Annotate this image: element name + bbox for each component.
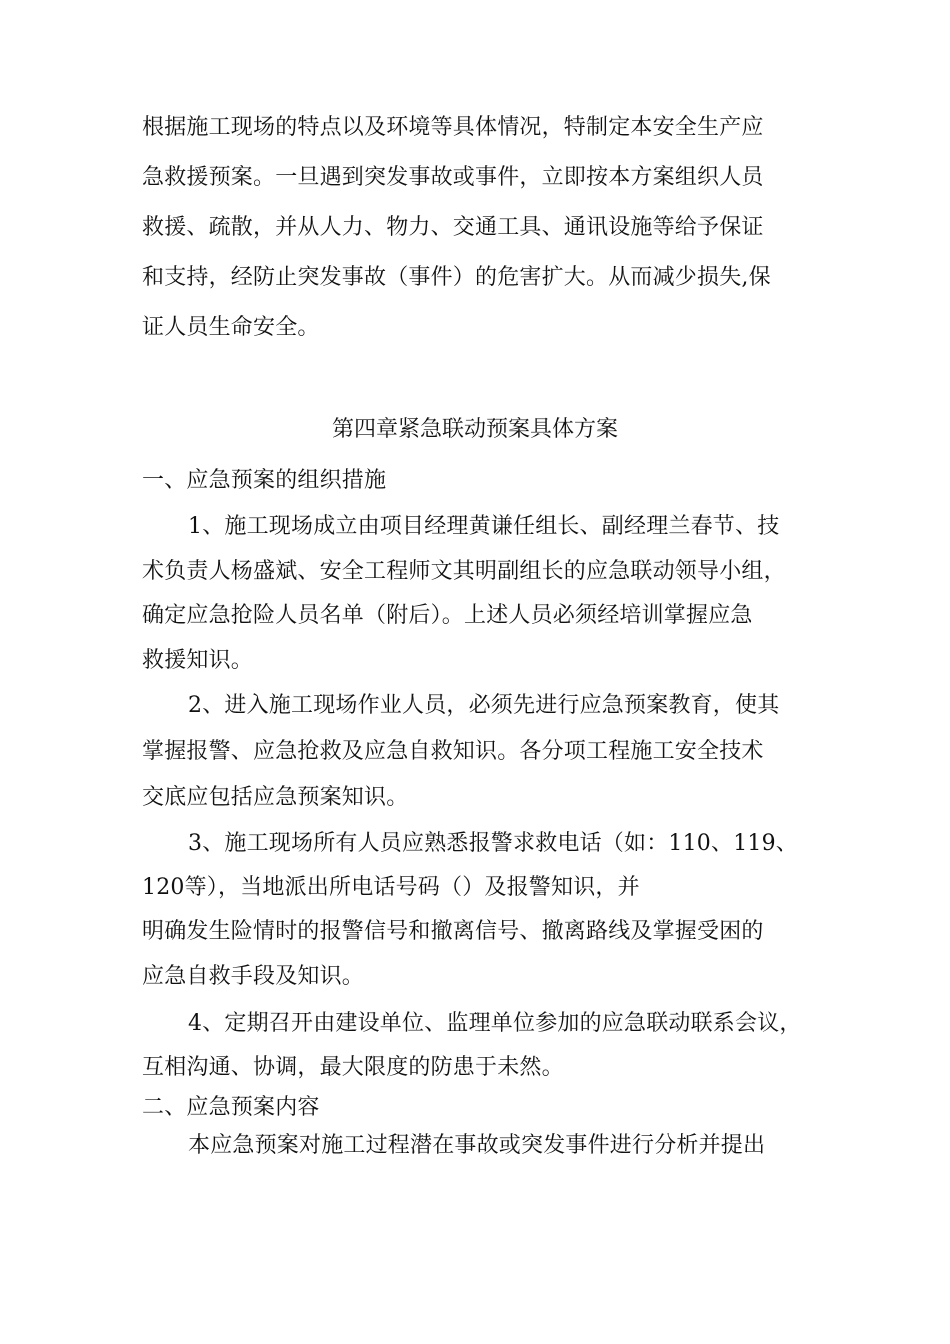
text-line: 术负责人杨盛斌、安全工程师文其明副组长的应急联动领导小组， [142, 559, 786, 584]
text-line: 根据施工现场的特点以及环境等具体情况，特制定本安全生产应 [142, 115, 764, 140]
text-line: 3、施工现场所有人员应熟悉报警求救电话（如：110、119、 [188, 831, 798, 856]
text-line: 2、进入施工现场作业人员，必须先进行应急预案教育，使其 [188, 693, 780, 718]
text-line: 掌握报警、应急抢救及应急自救知识。各分项工程施工安全技术 [142, 739, 764, 764]
text-line: 4、定期召开由建设单位、监理单位参加的应急联动联系会议， [188, 1011, 802, 1036]
text-line: 交底应包括应急预案知识。 [142, 785, 409, 810]
text-line: 确定应急抢险人员名单（附后）。上述人员必须经培训掌握应急 [142, 603, 753, 628]
text-line: 救援知识。 [142, 648, 254, 673]
text-line: 和支持，经防止突发事故（事件）的危害扩大。从而减少损失,保 [142, 265, 771, 290]
text-line: 救援、疏散，并从人力、物力、交通工具、通讯设施等给予保证 [142, 215, 764, 240]
text-line: 互相沟通、协调，最大限度的防患于未然。 [142, 1055, 564, 1080]
chapter-title: 第四章紧急联动预案具体方案 [331, 417, 618, 442]
section-heading: 一、应急预案的组织措施 [142, 468, 387, 493]
text-line: 本应急预案对施工过程潜在事故或突发事件进行分析并提出 [188, 1133, 766, 1158]
text-line: 急救援预案。一旦遇到突发事故或事件，立即按本方案组织人员 [142, 165, 764, 190]
text-line: 证人员生命安全。 [142, 315, 320, 340]
section-heading: 二、应急预案内容 [142, 1095, 320, 1120]
text-line: 1、施工现场成立由项目经理黄谦任组长、副经理兰春节、技 [188, 514, 780, 539]
text-line: 明确发生险情时的报警信号和撤离信号、撤离路线及掌握受困的 [142, 919, 764, 944]
text-line: 应急自救手段及知识。 [142, 964, 365, 989]
text-line: 120等），当地派出所电话号码（）及报警知识，并 [142, 875, 640, 900]
